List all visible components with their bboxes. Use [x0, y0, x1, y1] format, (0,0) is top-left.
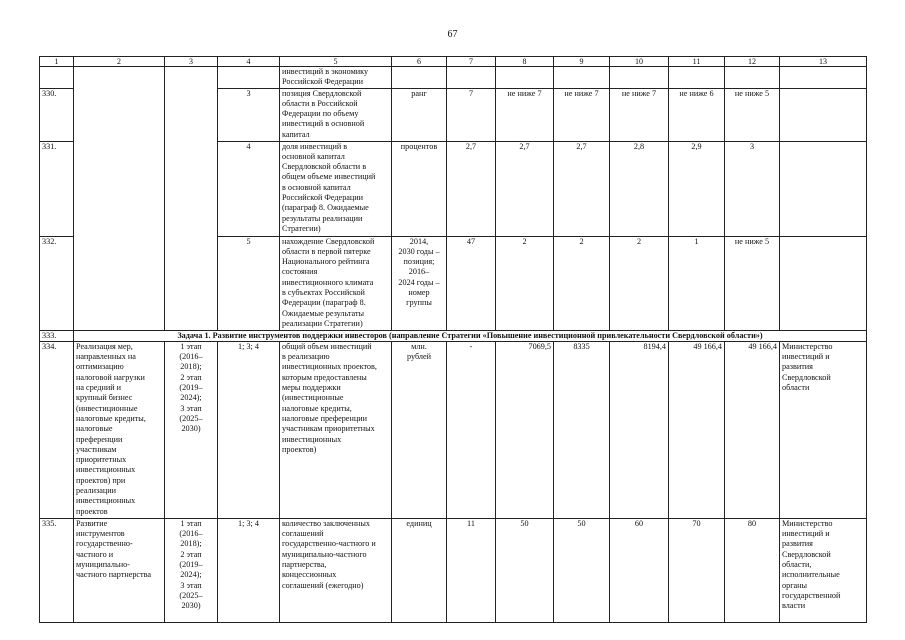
row-number: 335.	[40, 518, 74, 622]
column-number: 5	[280, 57, 392, 67]
column-number: 12	[725, 57, 780, 67]
value-cell: 2	[496, 236, 554, 330]
value-cell: не ниже 5	[725, 88, 780, 141]
value-cell: не ниже 6	[669, 88, 725, 141]
stages-text: 1 этап (2016– 2018); 2 этап (2019– 2024); 3 этап (2025– 2030)	[165, 518, 218, 622]
column-number: 3	[165, 57, 218, 67]
column-number-row	[40, 57, 867, 67]
indicator-text: позиция Свердловской области в Российской Федерации по объему инвестиций в основной капитал	[280, 88, 392, 141]
value-cell: 11	[447, 518, 496, 622]
column-number: 2	[74, 57, 165, 67]
measure-text: Реализация мер, направленных на оптимизацию налоговой нагрузки на средний и крупный бизнес (инвестиционные налоговые кредиты, налоговые преференции участникам приоритетных инвестиционных проектов) при реализации инвестиционных проектов	[74, 341, 165, 518]
value-cell: 7069,5	[496, 341, 554, 518]
column-number: 10	[610, 57, 669, 67]
indicator-text: нахождение Свердловской области в первой пятерке Национального рейтинга состояния инвестиционного климата в субъектах Российской Федерации (параграф 8. Ожидаемые результаты реализации Стратегии)	[280, 236, 392, 330]
value-cell: 50	[496, 518, 554, 622]
row-number: 334.	[40, 341, 74, 518]
value-cell: 3	[725, 141, 780, 236]
column-number: 4	[218, 57, 280, 67]
column-number: 1	[40, 57, 74, 67]
merged-cell	[74, 67, 165, 331]
value-cell: 80	[725, 518, 780, 622]
unit: млн. рублей	[392, 341, 447, 518]
column-number: 11	[669, 57, 725, 67]
value-cell: 47	[447, 236, 496, 330]
value-cell: не ниже 7	[610, 88, 669, 141]
value-cell: 2,9	[669, 141, 725, 236]
row-number: 333.	[40, 330, 74, 341]
indicator-text: общий объем инвестиций в реализацию инвестиционных проектов, которым предоставлены меры поддержки (инвестиционные налоговые кредиты, налоговые преференции участникам приоритетных инвестиционных проектов)	[280, 341, 392, 518]
value-cell: 7	[447, 88, 496, 141]
task-row	[40, 330, 867, 341]
responsible-executor: Министерство инвестиций и развития Свердловской области, исполнительные органы государственной власти	[780, 518, 867, 622]
table-row	[40, 67, 867, 89]
unit: процентов	[392, 141, 447, 236]
unit: ранг	[392, 88, 447, 141]
value-cell: 2	[610, 236, 669, 330]
value-cell: 8194,4	[610, 341, 669, 518]
table-row	[40, 341, 867, 518]
value-cell: -	[447, 341, 496, 518]
value-cell: 2,7	[447, 141, 496, 236]
indicator-text: инвестиций в экономику Российской Федерации	[280, 67, 392, 89]
value-cell: 2,7	[496, 141, 554, 236]
measure-text: Развитие инструментов государственно- частного и муниципально- частного партнерства	[74, 518, 165, 622]
table-row	[40, 518, 867, 622]
value-cell: 70	[669, 518, 725, 622]
column-number: 6	[392, 57, 447, 67]
goal-number: 3	[218, 88, 280, 141]
row-number: 330.	[40, 88, 74, 141]
value-cell: не ниже 5	[725, 236, 780, 330]
unit: 2014, 2030 годы – позиция; 2016– 2024 годы – номер группы	[392, 236, 447, 330]
value-cell: 49 166,4	[669, 341, 725, 518]
responsible-executor: Министерство инвестиций и развития Свердловской области	[780, 341, 867, 518]
value-cell: 60	[610, 518, 669, 622]
value-cell: 1	[669, 236, 725, 330]
value-cell: не ниже 7	[496, 88, 554, 141]
goal-number: 1; 3; 4	[218, 518, 280, 622]
column-number: 9	[554, 57, 610, 67]
value-cell: 2,8	[610, 141, 669, 236]
column-number: 13	[780, 57, 867, 67]
task-title: Задача 1. Развитие инструментов поддержки инвесторов (направление Стратегии «Повышение инвестиционной привлекательности Свердловской области»)	[74, 330, 867, 341]
stages-text: 1 этап (2016– 2018); 2 этап (2019– 2024); 3 этап (2025– 2030)	[165, 341, 218, 518]
value-cell: 8335	[554, 341, 610, 518]
value-cell: 2	[554, 236, 610, 330]
column-number: 7	[447, 57, 496, 67]
unit: единиц	[392, 518, 447, 622]
indicator-text: доля инвестиций в основной капитал Свердловской области в общем объеме инвестиций в основной капитал Российской Федерации (параграф 8. Ожидаемые результаты реализации Стратегии)	[280, 141, 392, 236]
page-number: 67	[447, 29, 458, 40]
row-number: 331.	[40, 141, 74, 236]
indicators-table	[39, 56, 867, 623]
value-cell: 2,7	[554, 141, 610, 236]
value-cell: не ниже 7	[554, 88, 610, 141]
merged-cell	[165, 67, 218, 331]
column-number: 8	[496, 57, 554, 67]
indicator-text: количество заключенных соглашений государственно-частного и муниципально-частного партнерства, концессионных соглашений (ежегодно)	[280, 518, 392, 622]
goal-number: 1; 3; 4	[218, 341, 280, 518]
value-cell: 50	[554, 518, 610, 622]
value-cell: 49 166,4	[725, 341, 780, 518]
goal-number: 4	[218, 141, 280, 236]
row-number: 332.	[40, 236, 74, 330]
goal-number: 5	[218, 236, 280, 330]
